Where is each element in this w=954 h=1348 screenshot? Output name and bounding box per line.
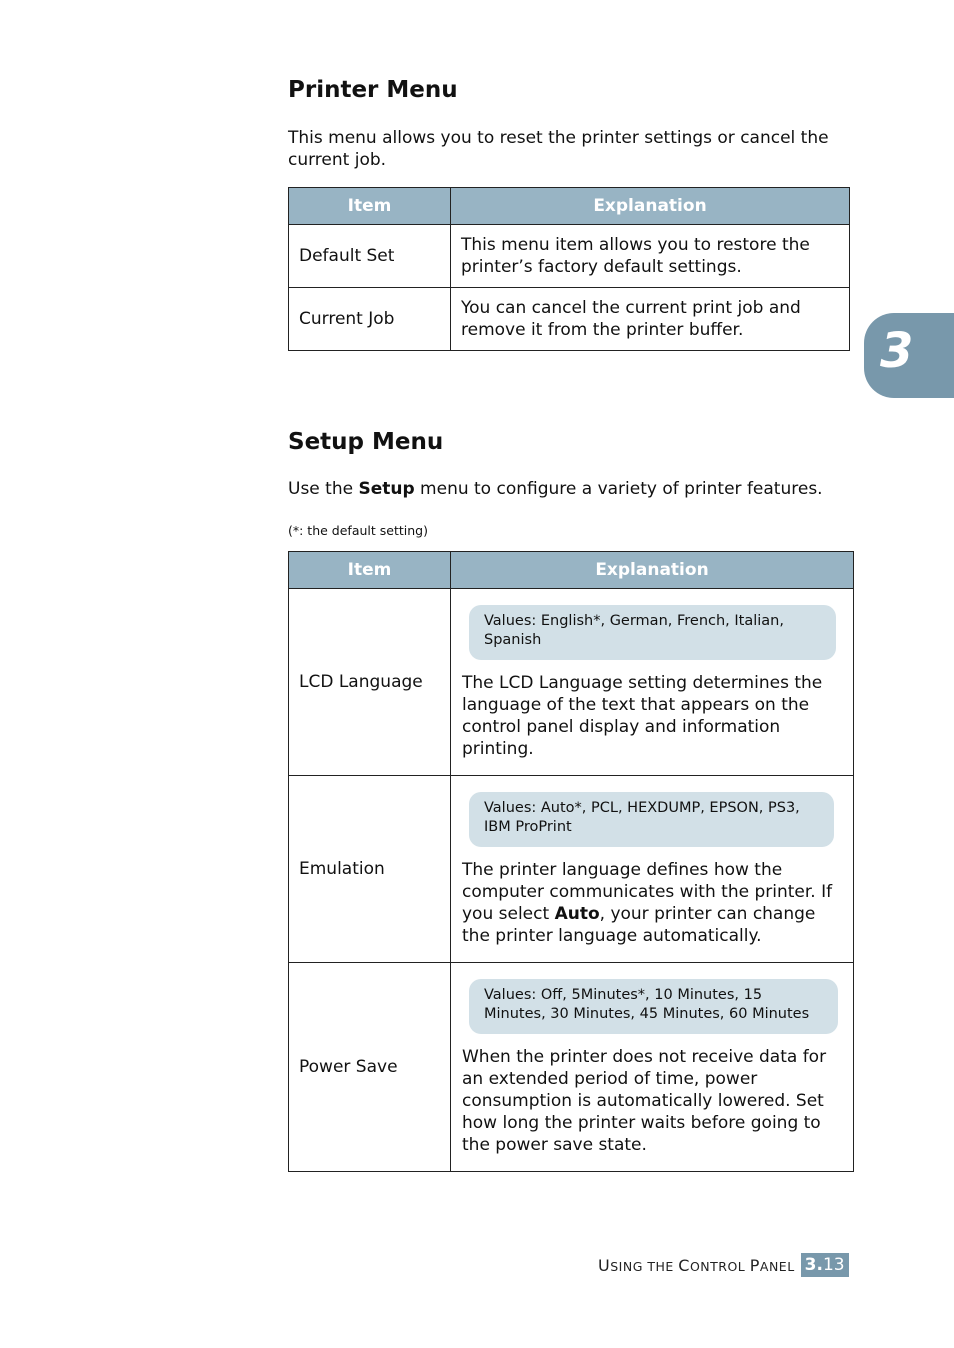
- values-box: Values: Auto*, PCL, HEXDUMP, EPSON, PS3, IBM ProPrint: [469, 792, 834, 847]
- values-box: Values: English*, German, French, Italian, Spanish: [469, 605, 836, 660]
- row-item: Default Set: [289, 225, 451, 288]
- setup-keyword: Setup: [358, 479, 415, 499]
- row-explanation: [451, 589, 854, 776]
- table-row: [289, 288, 850, 351]
- table-row: [289, 776, 854, 963]
- printer-menu-table: [288, 187, 850, 351]
- row-item: Emulation: [289, 776, 451, 963]
- column-header-explanation: Explanation: [451, 552, 854, 589]
- table-header-row: [289, 188, 850, 225]
- setup-menu-title: Setup Menu: [288, 429, 444, 455]
- printer-menu-intro: This menu allows you to reset the printer settings or cancel the current job.: [288, 128, 829, 170]
- page-number: 3.13: [801, 1253, 849, 1277]
- row-explanation: This menu item allows you to restore the printer’s factory default settings.: [451, 225, 850, 288]
- printer-menu-title: Printer Menu: [288, 77, 458, 103]
- table-row: [289, 225, 850, 288]
- table-header-row: [289, 552, 854, 589]
- column-header-explanation: Explanation: [451, 188, 850, 225]
- chapter-number: 3: [880, 323, 914, 379]
- setup-menu-table: [288, 551, 854, 1172]
- setup-menu-intro: Use the Setup menu to configure a variety of printer features.: [288, 479, 823, 499]
- values-box: Values: Off, 5Minutes*, 10 Minutes, 15 Minutes, 30 Minutes, 45 Minutes, 60 Minutes: [469, 979, 838, 1034]
- page-footer: [598, 1253, 849, 1277]
- default-setting-note: (*: the default setting): [288, 523, 428, 538]
- auto-keyword: Auto: [554, 904, 600, 924]
- row-item: Power Save: [289, 963, 451, 1172]
- explanation-text: The printer language defines how the computer communicates with the printer. If you select Auto, your printer can change the printer language automatically.: [462, 860, 833, 946]
- row-item: LCD Language: [289, 589, 451, 776]
- explanation-text: The LCD Language setting determines the language of the text that appears on the control panel display and information printing.: [462, 673, 823, 759]
- footer-section-title: USING THE CONTROL PANEL: [598, 1255, 795, 1275]
- table-row: [289, 589, 854, 776]
- column-header-item: Item: [289, 188, 451, 225]
- table-row: [289, 963, 854, 1172]
- row-explanation: [451, 776, 854, 963]
- row-item: Current Job: [289, 288, 451, 351]
- row-explanation: [451, 963, 854, 1172]
- explanation-text: When the printer does not receive data for an extended period of time, power consumption is automatically lowered. Set how long the printer waits before going to the power save state.: [462, 1047, 827, 1155]
- chapter-tab: [864, 313, 954, 398]
- row-explanation: You can cancel the current print job and remove it from the printer buffer.: [451, 288, 850, 351]
- column-header-item: Item: [289, 552, 451, 589]
